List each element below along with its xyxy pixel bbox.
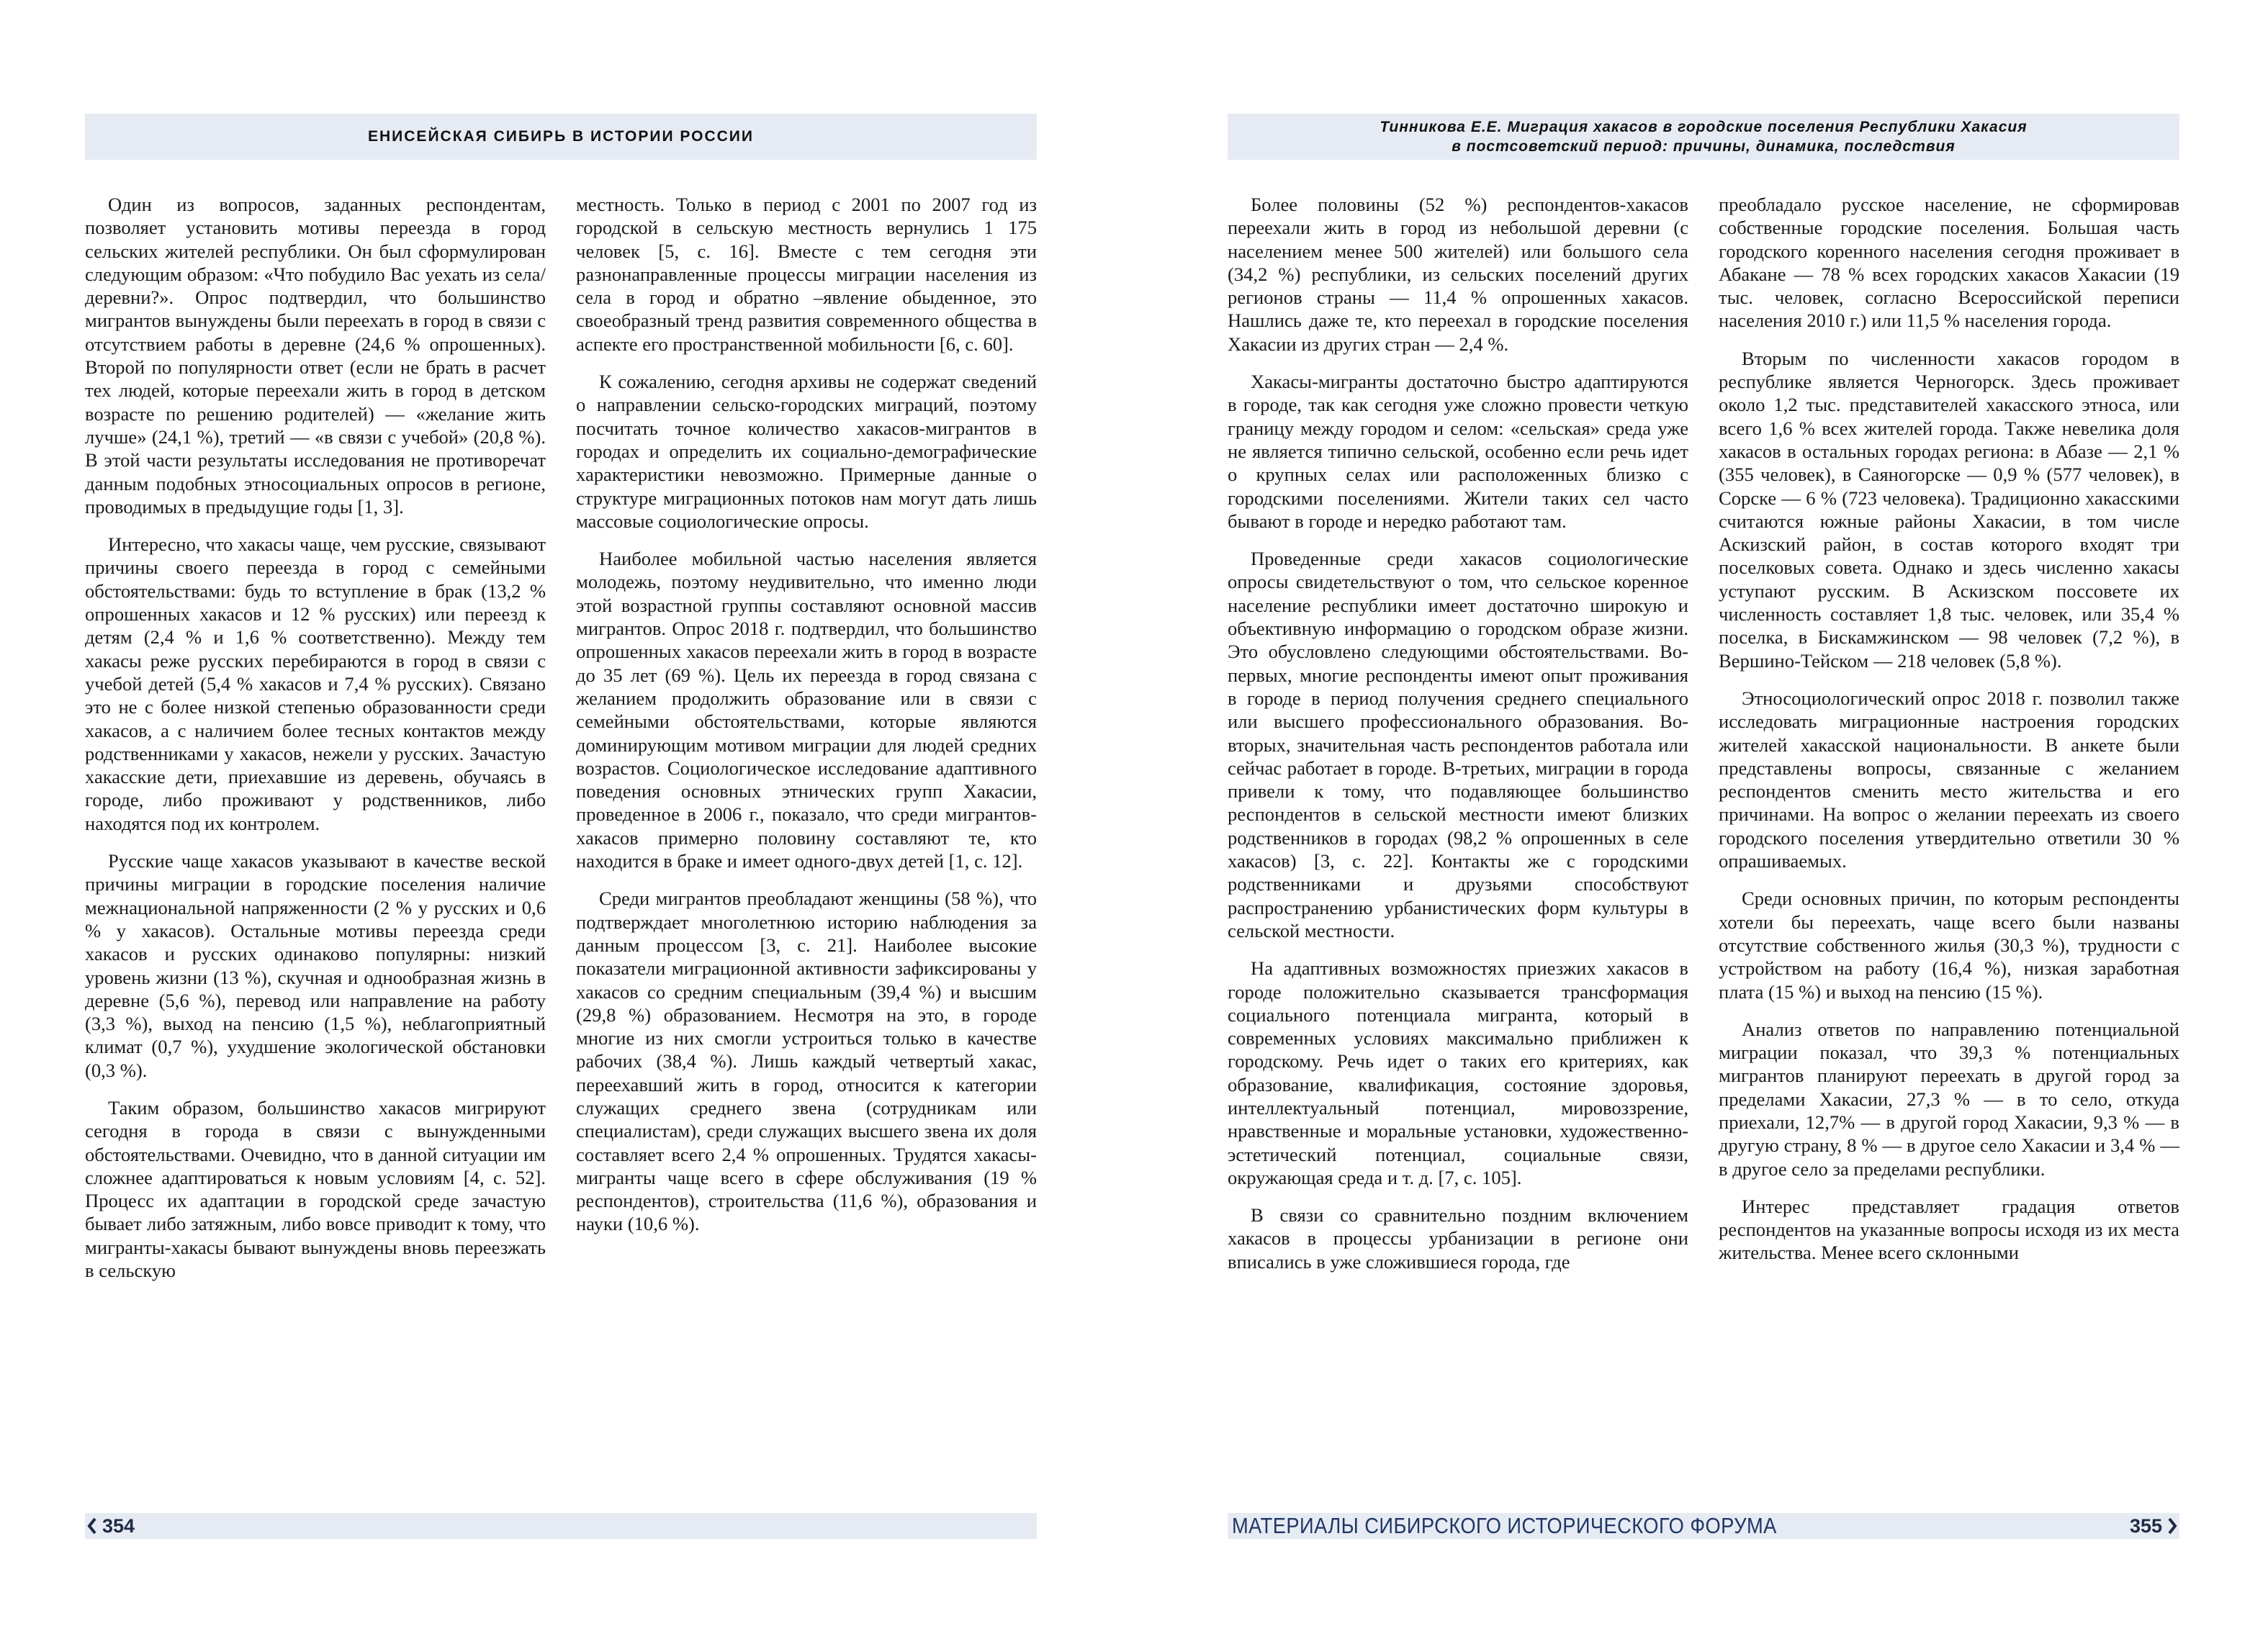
paragraph: Вторым по численности хакасов городом в республике является Черногорск. Здесь проживает около 1,2 тыс. представителей хакасского этноса, или всего 1,6 % всех жителей города. Также невелика доля хакасов в остальных городах региона: в Абазе — 2,1 % (355 человек), в Саяногорске — 0,9 % (577 человек), в Сорске — 6 % (723 человека). Традиционно хакасскими считаются южные районы Хакасии, в том числе Аскизский район, в состав которого входят три поселковых совета. Однако и здесь численно хакасы уступают русским. В Аскизском поссовете их численность составляет 1,8 тыс. человек, или 35,4 % поселка, в Бискамжинском — 98 человек (7,2 %), в Вершино-Тейском — 218 человек (5,8 %). bbox=[1719, 347, 2179, 672]
paragraph: Более половины (52 %) респондентов-хакасов переехали жить в город из небольшой деревни (с населением менее 500 жителей) или большого села (34,2 %) республики, из сельских поселений других регионов страны — 11,4 % опрошенных хакасов. Нашлись даже те, кто переехал в городские поселения Хакасии из других стран — 2,4 %. bbox=[1228, 194, 1688, 355]
chevron-left-icon bbox=[86, 1517, 98, 1535]
paragraph: Наиболее мобильной частью населения является молодежь, поэтому неудивительно, что именно люди этой возрастной группы составляют основной массив мигрантов. Опрос 2018 г. подтвердил, что большинство опрошенных хакасов переехали жить в город в возрасте до 35 лет (69 %). Цель их переезда в город связана с желанием продолжить образование или в связи с семейными обстоятельствами, которые являются доминирующим мотивом миграции для людей средних возрастов. Социологическое исследование адаптивного поведения основных этнических групп Хакасии, проведенное в 2006 г., показало, что среди мигрантов-хакасов примерно половину составляют те, кто находится в браке и имеет одного-двух детей [1, с. 12]. bbox=[576, 548, 1037, 872]
page-number bbox=[86, 1515, 135, 1537]
text-column-1 bbox=[1228, 193, 1688, 1288]
running-header-line-1: Тинникова Е.Е. Миграция хакасов в городские поселения Республики Хакасия bbox=[1380, 119, 2028, 135]
paragraph: В связи со сравнительно поздним включением хакасов в процессы урбанизации в регионе они вписались в уже сложившиеся города, где bbox=[1228, 1204, 1688, 1273]
page-number-text: 355 bbox=[2129, 1514, 2162, 1537]
paragraph: К сожалению, сегодня архивы не содержат сведений о направлении сельско-городских миграций, поэтому посчитать точное количество хакасов-мигрантов в городах и определить их социально-демографические характеристики невозможно. Примерные данные о структуре миграционных потоков нам могут дать лишь массовые социологические опросы. bbox=[576, 371, 1037, 532]
paragraph: Интересно, что хакасы чаще, чем русские, связывают причины своего переезда в город с семейными обстоятельствами: будь то вступление в брак (13,2 % опрошенных хакасов и 12 % русских) или переезд к детям (2,4 % и 1,6 % соответственно). Между тем хакасы реже русских перебираются в город в связи с учебой детей (5,4 % хакасов и 7,4 % русских). Связано это не с более низкой степенью образованности среди хакасов, а с наличием более тесных контактов между родственниками у хакасов, нежели у русских. Зачастую хакасские дети, приехавшие из деревень, обучаясь в городе, либо проживают у родственников, либо находятся под их контролем. bbox=[85, 533, 546, 834]
running-header bbox=[1228, 114, 2179, 160]
page-number bbox=[2130, 1515, 2178, 1537]
paragraph: Один из вопросов, заданных респондентам, позволяет установить мотивы переезда в город сельских жителей республики. Он был сформулирован следующим образом: «Что побудило Вас уехать из села/деревни?». Опрос подтвердил, что большинство мигрантов вынуждены были переехать в город в связи с отсутствием работы в деревне (24,6 % опрошенных). Второй по популярности ответ (если не брать в расчет тех людей, которые переехали жить в город в детском возрасте по решению родителей) — «желание жить лучше» (24,1 %), третий — «в связи с учебой» (20,8 %). В этой части результаты исследования не противоречат данным подобных этносоциальных опросов в регионе, проводимых в предыдущие годы [1, 3]. bbox=[85, 194, 546, 518]
text-column-2 bbox=[1719, 193, 2179, 1279]
text-column-2 bbox=[576, 193, 1037, 1250]
page-number-text: 354 bbox=[102, 1514, 135, 1537]
paragraph: Анализ ответов по направлению потенциальной миграции показал, что 39,3 % потенциальных мигрантов планируют переехать в другой город за пределами Хакасии, 27,3 % — в то село, откуда приехали, 12,7% — в другой город Хакасии, 9,3 % — в другую страну, 8 % — в другое село Хакасии и 3,4 % — в другое село за пределами республики. bbox=[1719, 1018, 2179, 1180]
right-page bbox=[1134, 0, 2268, 1644]
chevron-right-icon bbox=[2166, 1517, 2178, 1535]
running-header bbox=[85, 114, 1037, 160]
footer-band bbox=[85, 1513, 1037, 1539]
paragraph: Таким образом, большинство хакасов мигрируют сегодня в города в связи с вынужденными обстоятельствами. Очевидно, что в данной ситуации им сложнее адаптироваться к новым условиям [4, с. 52]. Процесс их адаптации в городской среде зачастую бывает либо затяжным, либо вовсе приводит к тому, что мигранты-хакасы бывают вынуждены вновь переезжать в сельскую bbox=[85, 1096, 546, 1282]
footer-band bbox=[1228, 1513, 2179, 1539]
running-header-line-2: в постсоветский период: причины, динамика, последствия bbox=[1452, 138, 1956, 155]
paragraph: Русские чаще хакасов указывают в качестве веской причины миграции в городские поселения наличие межнациональной напряженности (2 % у русских и 0,6 % у хакасов). Остальные мотивы переезда среди хакасов и русских одинаково популярны: низкий уровень жизни (13 %), скучная и однообразная жизнь в деревне (5,6 %), перевод или направление на работу (3,3 %), выход на пенсию (1,5 %), неблагоприятный климат (0,7 %), ухудшение экологической обстановки (0,3 %). bbox=[85, 850, 546, 1081]
journal-title: МАТЕРИАЛЫ СИБИРСКОГО ИСТОРИЧЕСКОГО ФОРУМА bbox=[1232, 1513, 1777, 1538]
paragraph: На адаптивных возможностях приезжих хакасов в городе положительно сказывается трансформация социального потенциала мигранта, который в современных условиях максимально приближен к городскому. Речь идет о таких его критериях, как образование, квалификация, состояние здоровья, интеллектуальный потенциал, мировоззрение, нравственные и моральные установки, художественно-эстетический потенциал, социальные связи, окружающая среда и т. д. [7, с. 105]. bbox=[1228, 957, 1688, 1188]
paragraph: Интерес представляет градация ответов респондентов на указанные вопросы исходя из их места жительства. Менее всего склонными bbox=[1719, 1195, 2179, 1264]
paragraph: Среди основных причин, по которым респонденты хотели бы переехать, чаще всего были названы отсутствие собственного жилья (30,3 %), трудности с устройством на работу (16,4 %), низкая заработная плата (15 %) и выход на пенсию (15 %). bbox=[1719, 888, 2179, 1003]
paragraph: Хакасы-мигранты достаточно быстро адаптируются в городе, так как сегодня уже сложно провести четкую границу между городом и селом: «сельская» среда уже не является типично сельской, особенно если речь идет о крупных селах или расположенных близко с городскими поселениями. Жители таких сел часто бывают в городе и нередко работают там. bbox=[1228, 371, 1688, 532]
paragraph: преобладало русское население, не сформировав собственные городские поселения. Большая часть городского коренного населения сегодня проживает в Абакане — 78 % всех городских хакасов Хакасии (19 тыс. человек, согласно Всероссийской переписи населения 2010 г.) или 11,5 % населения города. bbox=[1719, 194, 2179, 332]
paragraph: Среди мигрантов преобладают женщины (58 %), что подтверждает многолетнюю историю наблюдения за данным процессом [3, с. 21]. Наиболее высокие показатели миграционной активности зафиксированы у хакасов со средним специальным (39,4 %) и высшим (29,8 %) образованием. Несмотря на это, в городе многие из них смогли устроиться только в качестве рабочих (38,4 %). Лишь каждый четвертый хакас, переехавший жить в город, относится к категории служащих среднего звена (сотрудникам или специалистам), среди служащих высшего звена их доля составляет всего 2,4 % опрошенных. Трудятся хакасы-мигранты чаще всего в сфере обслуживания (19 % респондентов), строительства (11,6 %), образования и науки (10,6 %). bbox=[576, 888, 1037, 1235]
paragraph: Этносоциологический опрос 2018 г. позволил также исследовать миграционные настроения городских жителей хакасской национальности. В анкете были представлены вопросы, связанные с желанием респондентов сменить место жительства и его причинами. На вопрос о желании переехать из своего городского поселения утвердительно ответили 30 % опрашиваемых. bbox=[1719, 687, 2179, 872]
running-header-title: ЕНИСЕЙСКАЯ СИБИРЬ В ИСТОРИИ РОССИИ bbox=[368, 128, 754, 145]
text-column-1 bbox=[85, 193, 546, 1296]
paragraph: местность. Только в период с 2001 по 2007 год из городской в сельскую местность вернулись 1 175 человек [5, с. 16]. Вместе с тем сегодня эти разнонаправленные процессы миграции населения из села в город и обратно –явление обыденное, это своеобразный тренд развития современного общества в аспекте его пространственной мобильности [6, с. 60]. bbox=[576, 194, 1037, 355]
paragraph: Проведенные среди хакасов социологические опросы свидетельствуют о том, что сельское коренное население республики имеет достаточно широкую и объективную информацию о городском образе жизни. Это обусловлено следующими обстоятельствами. Во-первых, многие респонденты имеют опыт проживания в городе в период получения среднего специального или высшего профессионального образования. Во-вторых, значительная часть респондентов работала или сейчас работает в городе. В-третьих, миграции в города привели к тому, что подавляющее большинство респондентов в сельской местности имеют близких родственников в городах (98,2 % опрошенных в селе хакасов) [3, с. 22]. Контакты же с городскими родственниками и друзьями способствуют распространению урбанистических форм культуры в сельской местности. bbox=[1228, 548, 1688, 941]
